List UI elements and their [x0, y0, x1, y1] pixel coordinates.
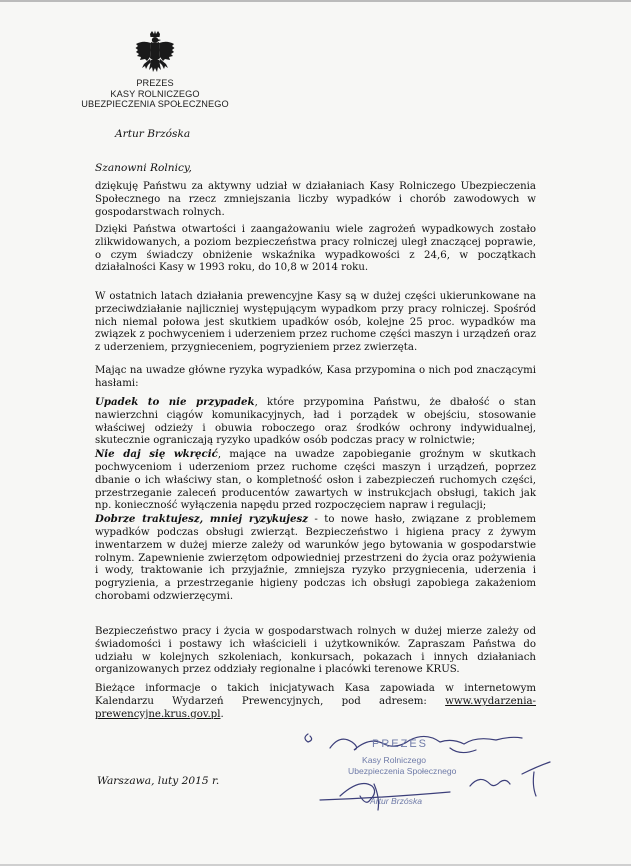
place-and-date: Warszawa, luty 2015 r. [97, 775, 220, 787]
white-eagle-emblem-icon [135, 30, 175, 78]
slogan-1: Upadek to nie przypadek [95, 396, 255, 408]
paragraph-1 [95, 181, 536, 219]
letterhead [50, 30, 260, 110]
slogan-item-2 [95, 448, 536, 513]
paragraph-2 [95, 224, 536, 275]
paragraph-1-text: dziękuję Państwu za aktywny udział w działaniach Kasy Rolniczego Ubezpieczenia Społecznego na rzecz zmniejszania liczby wypadków i chorób zawodowych w gospodarstwach rolnych. [95, 181, 536, 218]
signature-stamp-area [300, 726, 560, 816]
slogan-2-text: , mające na uwadze zapobieganie groźnym w skutkach pochwyceniom i uderzeniom przez ruchome części maszyn i urządzeń, poprzez dbanie o ich właściwy stan, o kompletność osłon i zabezpieczeń ruchomych części, przestrzeganie zaleceń producentów zawartych w instrukcjach obsługi, takich jak np. konieczność wyłączenia napędu przed rozpoczęciem napraw i regulacji; [95, 449, 536, 512]
slogan-3-text: - to nowe hasło, związane z problemem wypadków podczas obsługi zwierząt. Bezpieczeństwo i higiena pracy z żywym inwentarzem w dużej mierze zależy od warunków jego bytowania w gospodarstwie rolnym. Zapewnienie zwierzętom odpowiedniej przestrzeni do życia oraz pożywienia i wody, traktowanie ich przyjaźnie, zmniejsza ryzyko przygniecenia, uderzenia i pogryzienia, a przestrzeganie higieny podczas ich obsługi zapobiega zakażeniom chorobami odzwierzęcymi. [95, 514, 536, 602]
letterhead-line-3: UBEZPIECZENIA SPOŁECZNEGO [81, 99, 229, 109]
letterhead-line-2: KASY ROLNICZEGO [110, 88, 200, 99]
author-name: Artur Brzóska [115, 128, 191, 140]
slogan-3: Dobrze traktujesz, mniej ryzykujesz [95, 513, 308, 526]
paragraph-3-text: W ostatnich latach działania prewencyjne Kasy są w dużej części ukierunkowane na przeciwdziałanie najliczniej występującym wypadkom przy pracy rolniczej. Spośród nich niemal połowa jest skutkiem upadków osób, kolejne 25 proc. wypadków ma związek z pochwyceniem i uderzeniem przez ruchome części maszyn i urządzeń oraz z uderzeniem, przygnieceniem, pogryzieniem przez zwierzęta. [95, 291, 536, 354]
slogan-2: Nie daj się wkręcić [95, 448, 218, 461]
stamp-title: PREZES [372, 738, 429, 750]
krus-events-link[interactable]: www.wydarzenia-prewencyjne.krus.gov.pl [95, 695, 536, 720]
paragraph-6-text: Bieżące informacje o takich inicjatywach Kasa zapowiada w internetowym Kalendarzu Wydarzeń Prewencyjnych, pod adresem: [95, 683, 536, 707]
slogan-list [95, 396, 536, 604]
paragraph-6-content [95, 683, 536, 721]
slogan-1-text: , które przypomina Państwu, że dbałość o stan nawierzchni ciągów komunikacyjnych, ład i porządek w obejściu, stosowanie właściwej odzieży i obuwia roboczego oraz środków ochrony indywidualnej, skutecznie ograniczają ryzyko upadków osób podczas pracy w rolnictwie; [95, 397, 536, 447]
stamp-line-2: Ubezpieczenia Społecznego [348, 766, 457, 776]
scan-top-edge [0, 0, 631, 2]
stamp-name: Artur Brzóska [370, 796, 423, 806]
paragraph-5-text: Bezpieczeństwo pracy i życia w gospodarstwach rolnych w dużej mierze zależy od świadomości i postawy ich właścicieli i użytkowników. Zapraszam Państwa do udziału w kolejnych szkoleniach, konkursach, pokazach i innych działaniach organizowanych przez oddziały regionalne i placówki terenowe KRUS. [95, 626, 536, 676]
letterhead-line-1: PREZES [136, 78, 174, 88]
slogan-item-3 [95, 513, 536, 604]
slogan-item-1 [95, 396, 536, 448]
paragraph-5 [95, 626, 536, 677]
greeting: Szanowni Rolnicy, [95, 162, 192, 174]
paragraph-6-end: . [220, 708, 224, 720]
stamp-line-1: Kasy Rolniczego [362, 755, 427, 765]
paragraph-6 [95, 683, 536, 721]
paragraph-2-text: Dzięki Państwa otwartości i zaangażowaniu wiele zagrożeń wypadkowych zostało zlikwidowanych, a poziom bezpieczeństwa pracy rolniczej uległ znaczącej poprawie, o czym świadczy obniżenie wskaźnika wypadkowości z 24,6, w początkach działalności Kasy w 1993 roku, do 10,8 w 2014 roku. [95, 224, 536, 274]
paragraph-4-text: Mając na uwadze główne ryzyka wypadków, Kasa przypomina o nich pod znaczącymi hasłami: [95, 365, 536, 389]
paragraph-4 [95, 365, 536, 391]
paragraph-3 [95, 291, 536, 355]
